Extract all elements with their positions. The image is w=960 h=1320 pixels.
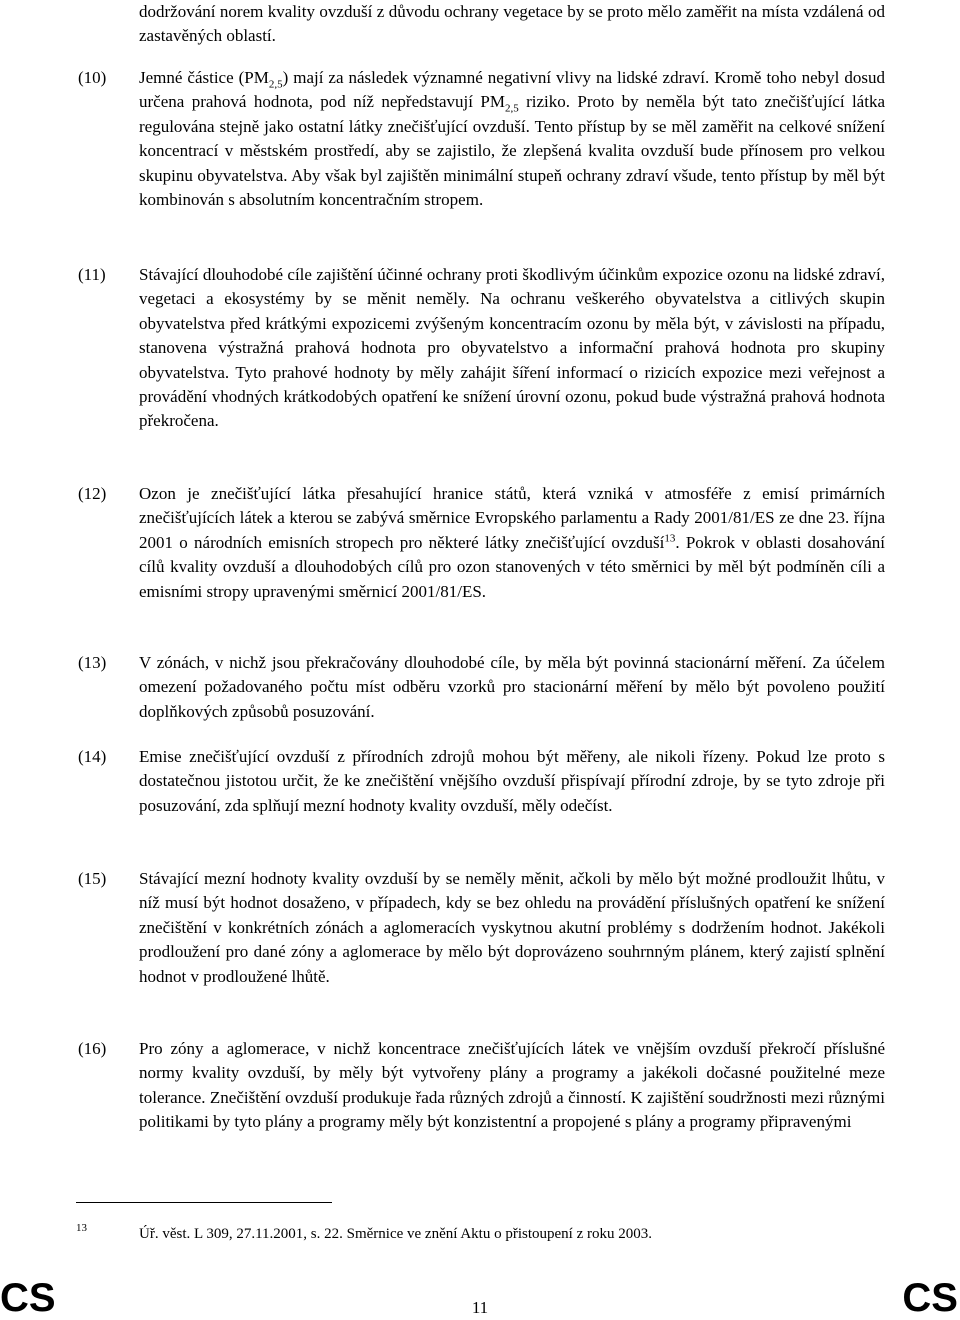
paragraph-number: (12) (78, 484, 107, 503)
footnote-text: Úř. věst. L 309, 27.11.2001, s. 22. Směrnice ve znění Aktu o přistoupení z roku 2003. (139, 1226, 652, 1242)
paragraph-number: (14) (78, 747, 107, 766)
text-segment: Stávající mezní hodnoty kvality ovzduší by se neměly měnit, ačkoli by mělo být možné prodloužit lhůtu, v níž musí být hodnot dosaženo, v případech, kdy se bez ohledu na provádění příslušných opatření ke snížení znečištění v konkrétních zónách a aglomeracích vyskytnou akutní problémy s dodržením hodnot. Jakékoli prodloužení pro dané zóny a aglomerace by mělo být doprovázeno souhrnným plánem, který zajistí splnění hodnot v prodloužené lhůtě. (139, 869, 885, 986)
subscript-text: 2,5 (504, 102, 519, 115)
paragraph-text (139, 66, 885, 212)
paragraph-number: (15) (78, 869, 107, 888)
footnote-separator (76, 1202, 332, 1203)
text-segment: dodržování norem kvality ovzduší z důvodu ochrany vegetace by se proto mělo zaměřit na místa vzdálená od zastavěných oblastí. (139, 2, 885, 46)
paragraph-text (139, 745, 885, 818)
text-segment: Jemné částice (PM (139, 68, 269, 87)
text-segment: Stávající dlouhodobé cíle zajištění účinné ochrany proti škodlivým účinkům expozice ozonu na lidské zdraví, vegetaci a ekosystémy by se měnit neměly. Na ochranu veškerého obyvatelstva a citlivých skupin obyvatelstva před krátkými expozicemi zvýšeným koncentracím ozonu by měla být, v závislosti na případu, stanovena výstražná prahová hodnota pro obyvatelstvo a informační prahová hodnota pro skupiny obyvatelstva. Tyto prahové hodnoty by měly zahájit šíření informací o rizicích expozice mezi veřejnost a provádění vhodných krátkodobých opatření ke snížení úrovní ozonu, pokud bude výstražná prahová hodnota překročena. (139, 265, 885, 431)
paragraph-number: (10) (78, 68, 107, 87)
subscript-text: 2,5 (268, 78, 283, 91)
paragraph-text (139, 263, 885, 434)
language-code-left: CS (0, 1276, 56, 1320)
page-number: 11 (471, 1298, 489, 1317)
text-segment: Ozon je znečišťující látka přesahující hranice států, která vzniká v atmosféře z emisí primárních znečišťujících látek a kterou se zabývá směrnice Evropského parlamentu a Rady 2001/81/ES ze dne 23. října 2001 o národních emisních stropech pro některé látky znečišťující ovzduší (139, 484, 885, 552)
text-segment: V zónách, v nichž jsou překračovány dlouhodobé cíle, by měla být povinná stacionární měření. Za účelem omezení požadovaného počtu míst odběru vzorků pro stacionární měření by mělo být povoleno použití doplňkových způsobů posuzování. (139, 653, 885, 721)
text-segment: riziko. Proto by neměla být tato znečišťující látka regulována stejně jako ostatní látky znečišťující ovzduší. Tento přístup by se měl zaměřit na celkové snížení koncentrací v městském prostředí, aby se zajistilo, že zlepšená kvalita ovzduší bude přínosem pro velkou skupinu obyvatelstva. Aby však byl zajištěn minimální stupeň ochrany zdraví všude, tento přístup by měl být kombinován s absolutním koncentračním stropem. (139, 92, 886, 210)
paragraph-text (139, 867, 885, 989)
paragraph-text (139, 0, 885, 49)
text-segment: Pro zóny a aglomerace, v nichž koncentrace znečišťujících látek ve vnějším ovzduší překročí příslušné normy kvality ovzduší, by měly být vytvořeny plány a programy a jakékoli dočasné použitelné meze tolerance. Znečištění ovzduší produkuje řada různých zdrojů a činností. K zajištění soudržnosti mezi různými politikami by tyto plány a programy měly být konzistentní a propojené s plány a programy připravenými (139, 1039, 885, 1132)
language-code-right: CS (902, 1276, 958, 1320)
text-segment: . Pokrok v oblasti dosahování cílů kvality ovzduší a dlouhodobých cílů pro ozon stanovených v této směrnici by měl být podmíněn cíli a emisními stropy upravenými směrnicí 2001/81/ES. (139, 532, 885, 601)
paragraph-number: (16) (78, 1039, 107, 1058)
text-segment: Emise znečišťující ovzduší z přírodních zdrojů mohou být měřeny, ale nikoli řízeny. Pokud lze proto s dostatečnou jistotou určit, že ke znečištění vnějšího ovzduší přispívají přírodní zdroje, by se tyto zdroje při posuzování, zda splňují mezní hodnoty kvality ovzduší, měly odečíst. (139, 747, 885, 815)
paragraph-number: (13) (78, 653, 107, 672)
paragraph-text (139, 651, 885, 724)
paragraph-text (139, 482, 885, 604)
footnote-number: 13 (76, 1222, 87, 1234)
text-segment: ) mají za následek významné negativní vlivy na lidské zdraví. Kromě toho nebyl dosud určena prahová hodnota, pod níž nepředstavují PM (139, 68, 885, 112)
paragraph-number: (11) (78, 265, 106, 284)
footnote-reference: 13 (664, 532, 676, 545)
paragraph-text (139, 1037, 885, 1135)
